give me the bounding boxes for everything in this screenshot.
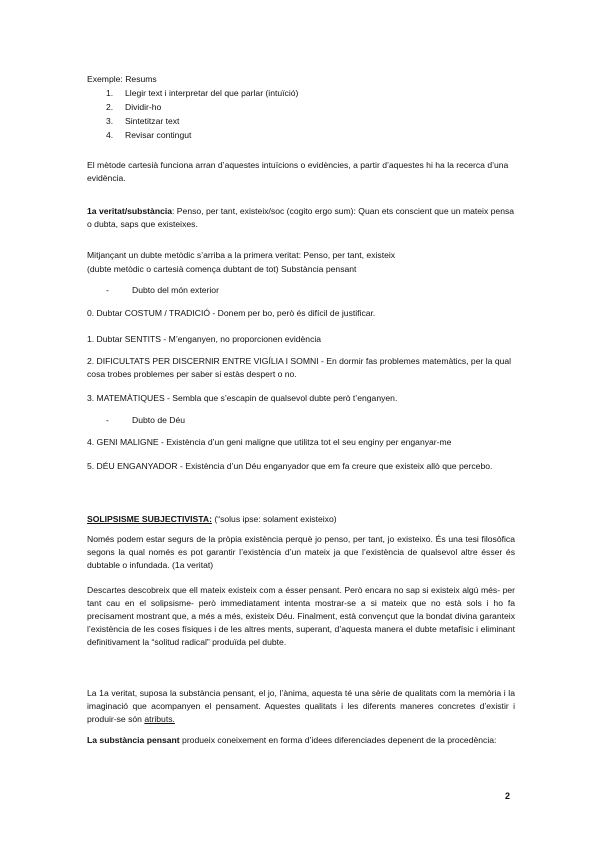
page-number: 2 [505, 791, 511, 801]
bullet-god: - Dubto de Déu [106, 415, 186, 425]
list-item: 2. Dividir-ho [106, 102, 162, 112]
doubt-item-4: 4. GENI MALIGNE - Existència d’un geni maligne que utilitza tot el seu enginy per enganyar-me [87, 437, 452, 447]
doubt-item-0: 0. Dubtar COSTUM / TRADICIÓ - Donem per bo, però és difícil de justificar. [87, 308, 376, 318]
bullet-exterior: - Dubto del món exterior [106, 285, 219, 295]
method-doubt-line1: Mitjançant un dubte metòdic s’arriba a la primera veritat: Penso, per tant, existeix [87, 250, 396, 260]
list-item: 3. Sintetitzar text [106, 116, 180, 126]
list-item: 4. Revisar contingut [106, 130, 192, 140]
solipsism-paragraph-3: La 1a veritat, suposa la substància pensant, el jo, l’ànima, aquesta té una sèrie de qualitats com la memòria i la imaginació que acompanyen el pensament. Aquestes qualitats i les diferents maneres concretes d’existir i produir-se són atributs. [87, 688, 515, 724]
solipsism-paragraph-2: Descartes descobreix que ell mateix existeix com a ésser pensant. Però encara no sap si existeix algú més- per tant cau en el solipsisme- però immediatament intenta mostrar-se a si mateix que no està sols i ho fa precisament mostrant que, a més a més, existeix Déu. Finalment, està convençut que la bondat divina garanteix l’existència de les coses físiques i de les altres ments, superant, d’aquesta manera el dubte metafísic i eliminant definitivament la “solitud radical” produïda pel dubte. [87, 585, 515, 647]
example-heading: Exemple: Resums [87, 74, 157, 84]
attributes-term: atributs. [144, 714, 175, 724]
first-truth-paragraph: 1a veritat/substància: Penso, per tant, existeix/soc (cogito ergo sum): Quan ets conscient que un mateix pensa o dubta, saps que existeixes. [87, 206, 515, 229]
doubt-item-3: 3. MATEMÀTIQUES - Sembla que s’escapin de qualsevol dubte però t’enganyen. [87, 393, 398, 403]
doubt-item-1: 1. Dubtar SENTITS - M’enganyen, no proporcionen evidència [87, 334, 322, 344]
method-doubt-line2: (dubte metòdic o cartesià comença dubtant de tot) Substància pensant [87, 264, 357, 274]
list-item: 1. Llegir text i interpretar del que parlar (intuïció) [106, 88, 299, 98]
doubt-item-5: 5. DÉU ENGANYADOR - Existència d’un Déu enganyador que em fa creure que existeix allò que percebo. [87, 461, 493, 471]
thinking-substance-paragraph: La substància pensant produeix coneixement en forma d’idees diferenciades depenent de la procedència: [87, 735, 497, 745]
solipsism-heading: SOLIPSISME SUBJECTIVISTA: (“solus ipse: solament existeixo) [87, 514, 337, 524]
doubt-item-2: 2. DIFICULTATS PER DISCERNIR ENTRE VIGÍLIA I SOMNI - En dormir fas problemes matemàtics, per la qual cosa trobes problemes per saber si estàs despert o no. [87, 356, 512, 379]
method-paragraph: El mètode cartesià funciona arran d’aquestes intuïcions o evidències, a partir d’aquestes hi ha la recerca d’una evidència. [87, 160, 509, 183]
first-truth-label: 1a veritat/substància [87, 206, 173, 216]
solipsism-paragraph-1: Només podem estar segurs de la pròpia existència perquè jo penso, per tant, jo existeixo. És una tesi filosòfica segons la qual només es pot garantir l’existència d’un mateix ja que l’existència de qualsevol altre ésser és dubtable o infundada. (1a veritat) [87, 534, 515, 570]
